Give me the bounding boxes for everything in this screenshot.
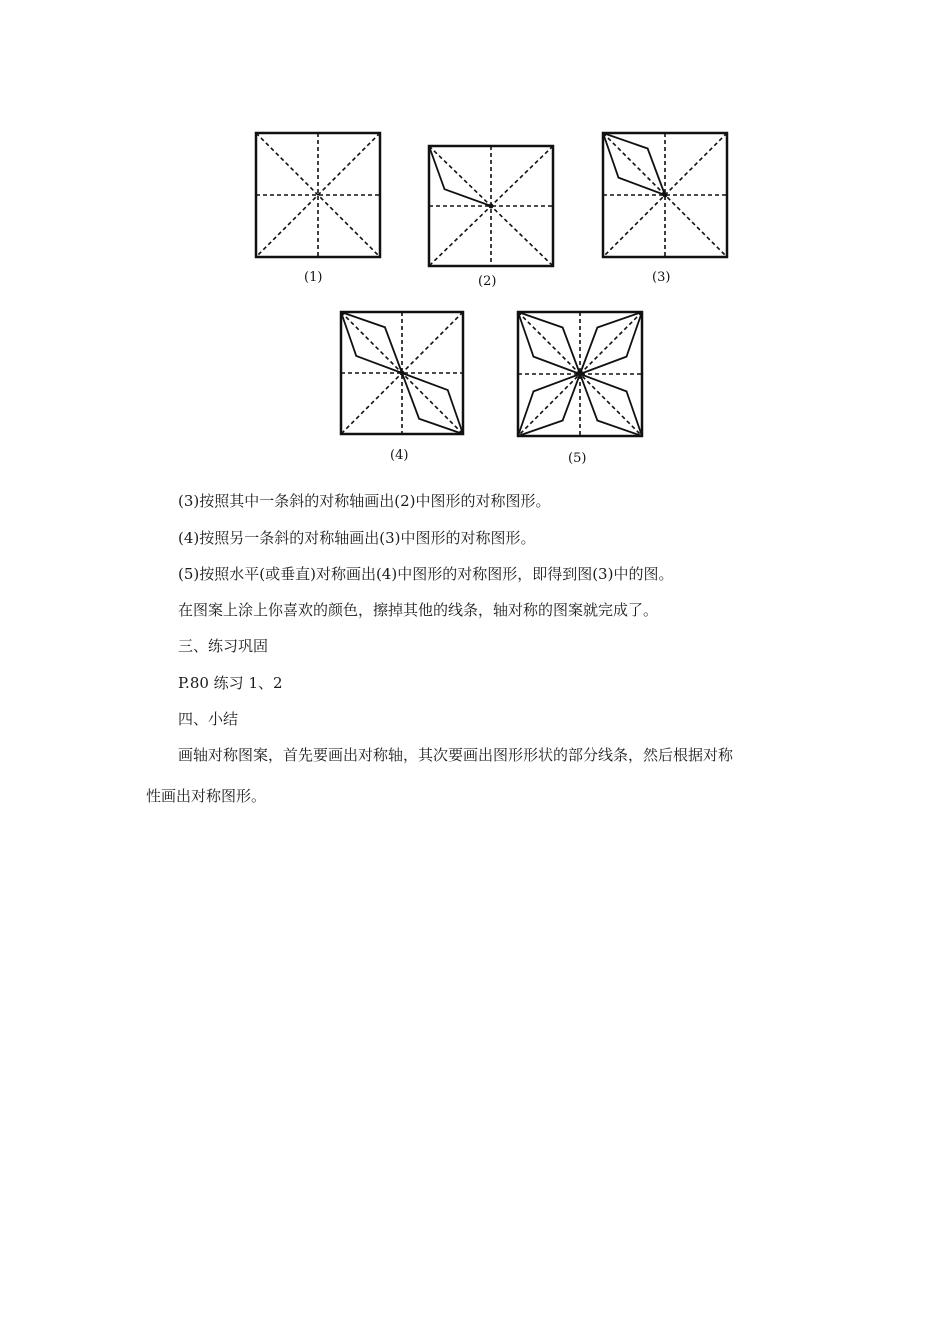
step-4-text: (4)按照另一条斜的对称轴画出(3)中图形的对称图形。	[178, 529, 536, 547]
figure-caption-5: (5)	[568, 451, 587, 466]
symmetry-grid-3	[601, 131, 729, 259]
center-point	[489, 204, 494, 209]
exercise-reference: P.80 练习 1、2	[178, 674, 283, 692]
section-heading-summary: 四、小结	[178, 710, 239, 728]
summary-line-2: 性画出对称图形。	[146, 787, 267, 805]
figure-caption-4: (4)	[390, 448, 409, 463]
symmetry-grid-1	[254, 131, 382, 259]
center-point	[400, 371, 405, 376]
summary-line-1: 画轴对称图案，首先要画出对称轴，其次要画出图形形状的部分线条，然后根据对称	[178, 746, 734, 764]
figure-caption-1: (1)	[304, 270, 323, 285]
coloring-text: 在图案上涂上你喜欢的颜色，擦掉其他的线条，轴对称的图案就完成了。	[178, 601, 659, 619]
step-5-text: (5)按照水平(或垂直)对称画出(4)中图形的对称图形，即得到图(3)中的图。	[178, 565, 674, 583]
symmetry-grid-5	[516, 310, 644, 438]
center-point	[663, 193, 668, 198]
figure-caption-2: (2)	[478, 274, 497, 289]
symmetry-grid-2	[427, 144, 555, 268]
section-heading-practice: 三、练习巩固	[178, 637, 269, 655]
symmetry-grid-4	[339, 310, 465, 436]
figure-1	[254, 131, 382, 259]
figure-3	[601, 131, 729, 259]
figure-caption-3: (3)	[652, 270, 671, 285]
step-3-text: (3)按照其中一条斜的对称轴画出(2)中图形的对称图形。	[178, 492, 551, 510]
center-point	[578, 372, 583, 377]
figure-5	[516, 310, 644, 438]
figure-2	[427, 144, 555, 268]
figure-4	[339, 310, 465, 436]
